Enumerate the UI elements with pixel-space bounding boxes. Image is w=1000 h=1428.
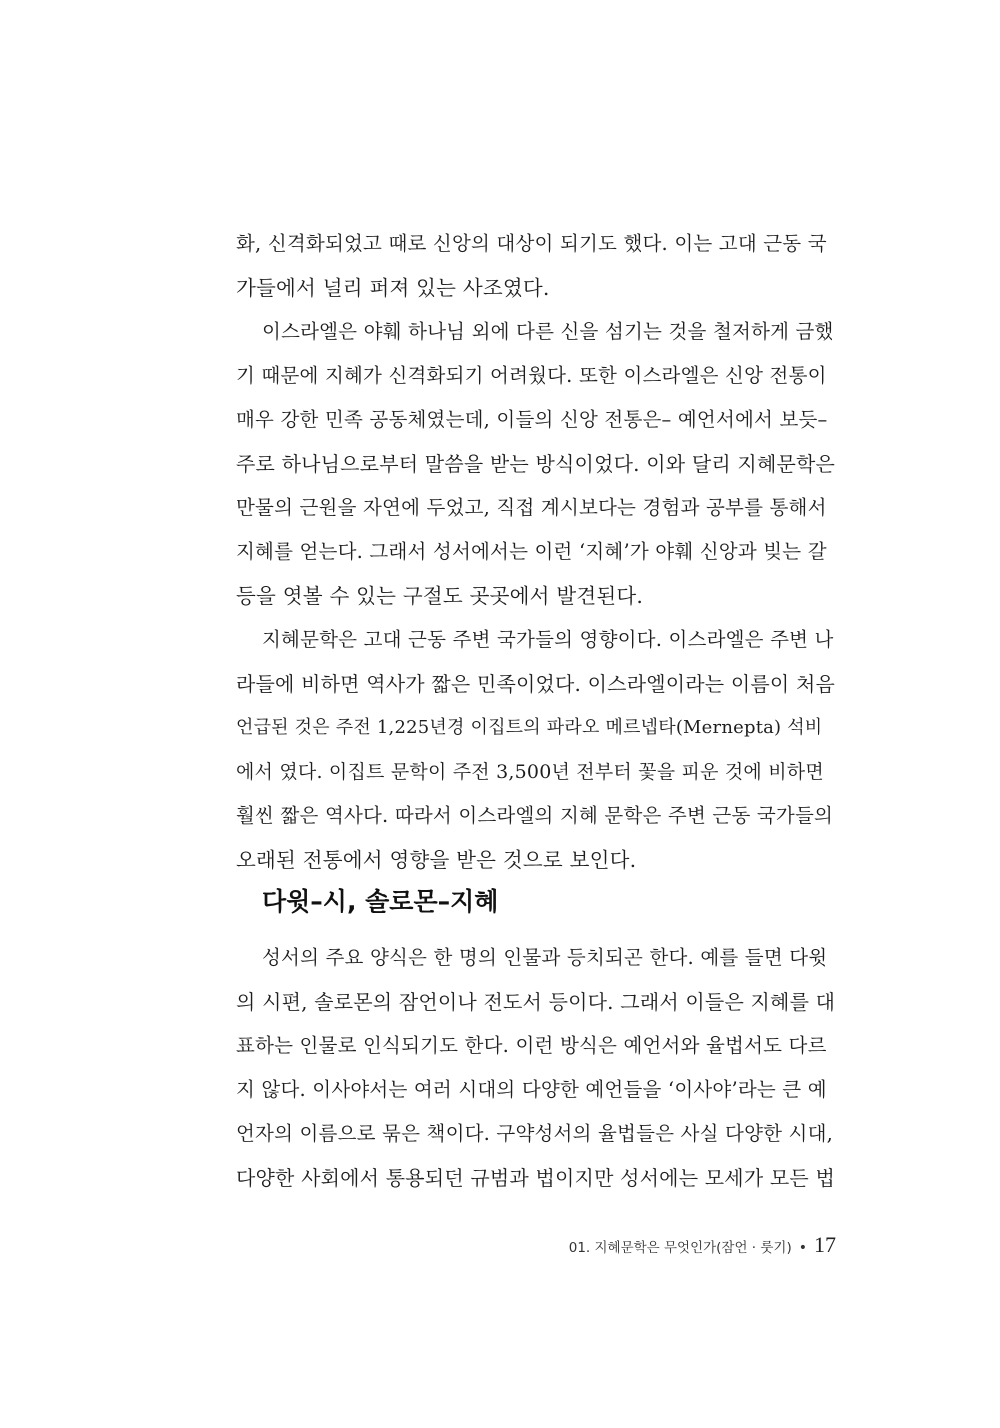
body-text-line: 의 시편, 솔로몬의 잠언이나 전도서 등이다. 그래서 이들은 지혜를 대 <box>236 990 836 1014</box>
body-text-line: 가들에서 널리 퍼져 있는 사조였다. <box>236 276 550 300</box>
body-text-line: 만물의 근원을 자연에 두었고, 직접 계시보다는 경험과 공부를 통해서 <box>236 496 827 519</box>
body-text-line: 표하는 인물로 인식되기도 한다. 이런 방식은 예언서와 율법서도 다르 <box>236 1034 827 1057</box>
chapter-label: 01. 지혜문학은 무엇인가(잠언 · 룻기) <box>568 1240 792 1256</box>
body-text-line: 언자의 이름으로 묶은 책이다. 구약성서의 율법들은 사실 다양한 시대, <box>236 1122 834 1145</box>
body-text-line: 지혜문학은 고대 근동 주변 국가들의 영향이다. 이스라엘은 주변 나 <box>262 628 834 651</box>
body-text-line: 주로 하나님으로부터 말씀을 받는 방식이었다. 이와 달리 지혜문학은 <box>236 452 836 476</box>
body-text-line: 언급된 것은 주전 1,225년경 이집트의 파라오 메르넵타(Mernepta) 석비 <box>236 717 823 738</box>
body-text-line: 기 때문에 지혜가 신격화되기 어려웠다. 또한 이스라엘은 신앙 전통이 <box>236 364 827 387</box>
body-text-line: 다양한 사회에서 통용되던 규범과 법이지만 성서에는 모세가 모든 법 <box>236 1166 836 1190</box>
body-text-line: 지 않다. 이사야서는 여러 시대의 다양한 예언들을 ‘이사야’라는 큰 예 <box>236 1078 827 1101</box>
body-text-line: 이스라엘은 야훼 하나님 외에 다른 신을 섬기는 것을 철저하게 금했 <box>262 320 834 343</box>
body-text-line: 성서의 주요 양식은 한 명의 인물과 등치되곤 한다. 예를 들면 다윗 <box>262 946 828 969</box>
page-footer <box>566 1232 836 1266</box>
body-text-line: 화, 신격화되었고 때로 신앙의 대상이 되기도 했다. 이는 고대 근동 국 <box>236 232 827 255</box>
body-text-line: 오래된 전통에서 영향을 받은 것으로 보인다. <box>236 848 637 872</box>
section-heading: 다윗–시, 솔로몬–지혜 <box>262 887 499 916</box>
footer-separator: • <box>798 1240 807 1256</box>
body-text-line: 라들에 비하면 역사가 짧은 민족이었다. 이스라엘이라는 이름이 처음 <box>236 672 836 696</box>
page-number: 17 <box>814 1232 836 1257</box>
body-text-line: 등을 엿볼 수 있는 구절도 곳곳에서 발견된다. <box>236 584 644 608</box>
body-text-line: 에서 였다. 이집트 문학이 주전 3,500년 전부터 꽃을 피운 것에 비하면 <box>236 761 824 783</box>
body-text-line: 지혜를 얻는다. 그래서 성서에서는 이런 ‘지혜’가 야훼 신앙과 빚는 갈 <box>236 540 827 563</box>
body-text-line: 매우 강한 민족 공동체였는데, 이들의 신앙 전통은– 예언서에서 보듯– <box>236 408 828 431</box>
body-text-line: 훨씬 짧은 역사다. 따라서 이스라엘의 지혜 문학은 주변 근동 국가들의 <box>236 804 834 827</box>
